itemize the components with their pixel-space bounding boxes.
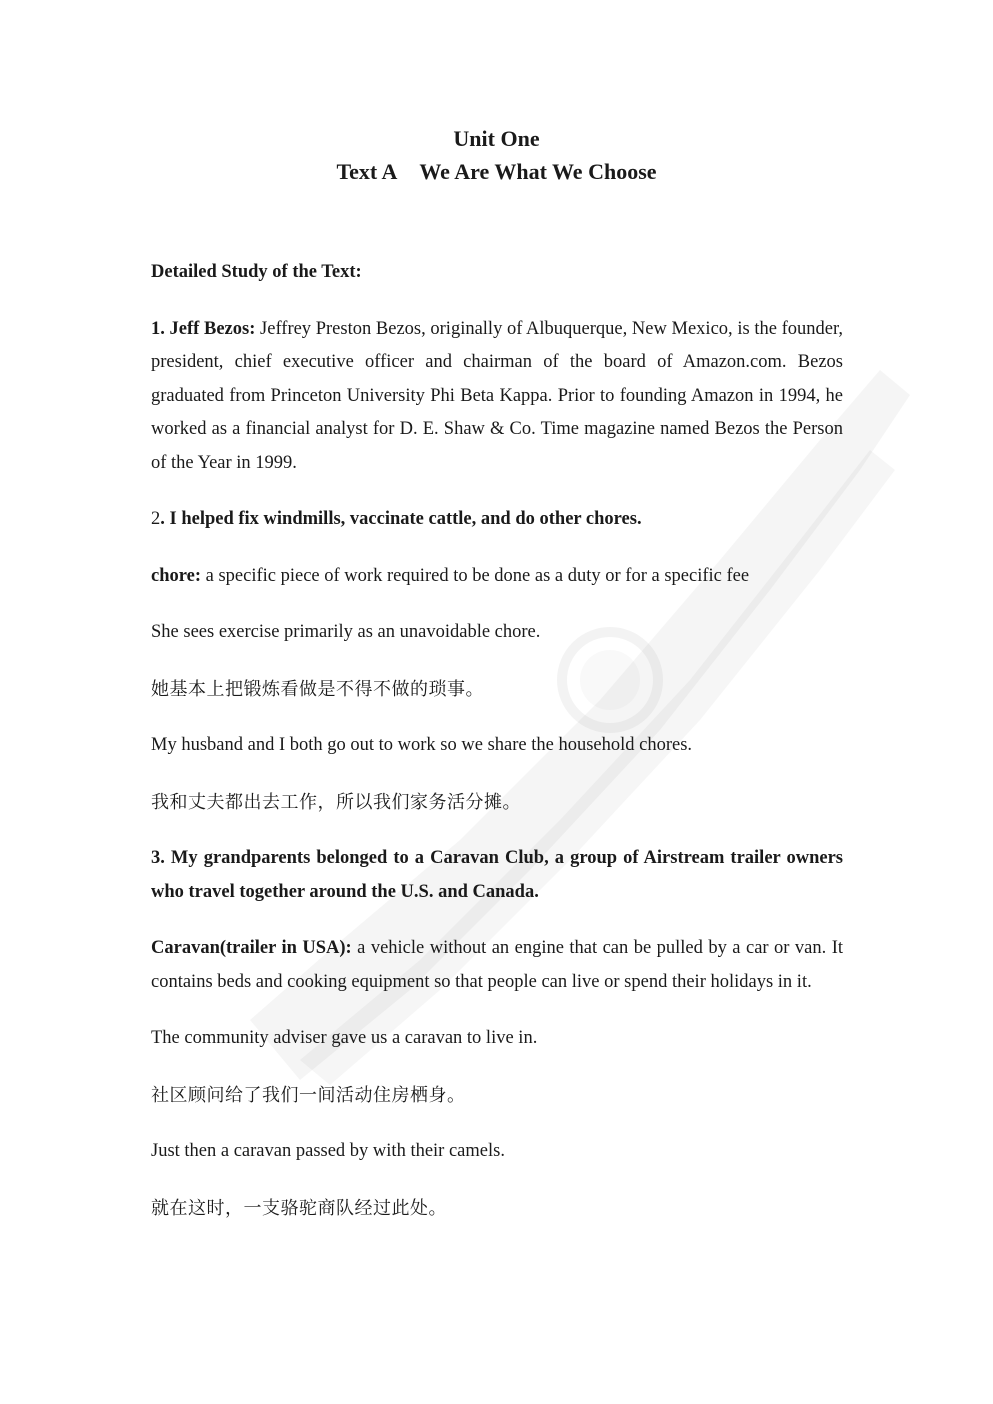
note-2-example-1-en: She sees exercise primarily as an unavoidable chore.	[151, 622, 541, 642]
note-2-example-2-en: My husband and I both go out to work so we share the household chores.	[151, 735, 693, 755]
note-1-term: 1. Jeff Bezos:	[151, 318, 256, 339]
text-label: Text A	[336, 159, 398, 184]
note-1	[151, 313, 843, 481]
note-2-text: . I helped fix windmills, vaccinate cattle, and do other chores.	[160, 509, 642, 529]
text-title: We Are What We Choose	[419, 159, 657, 184]
section-heading: Detailed Study of the Text:	[151, 262, 362, 282]
note-3-sentence: 3. My grandparents belonged to a Caravan Club, a group of Airstream trailer owners who travel together around the U.S. and Canada.	[151, 848, 843, 902]
note-3-definition	[151, 932, 843, 999]
note-2-example-2-zh: 我和丈夫都出去工作，所以我们家务活分摊。	[151, 791, 521, 813]
title-block	[0, 122, 993, 188]
unit-title: Unit One	[453, 126, 540, 151]
text-title-line	[0, 155, 993, 188]
note-3-example-2-en: Just then a caravan passed by with their camels.	[151, 1141, 505, 1161]
note-3-example-1-zh: 社区顾问给了我们一间活动住房栖身。	[151, 1084, 466, 1106]
note-2-sentence	[151, 503, 843, 537]
note-1-body: Jeffrey Preston Bezos, originally of Albuquerque, New Mexico, is the founder, president, chief executive officer and chairman of the board of Amazon.com. Bezos graduated from Princeton University Phi Beta Kappa. Prior to founding Amazon in 1994, he worked as a financial analyst for D. E. Shaw & Co. Time magazine named Bezos the Person of the Year in 1999.	[151, 318, 844, 473]
note-3-example-1-en: The community adviser gave us a caravan to live in.	[151, 1028, 538, 1048]
note-2-example-1-zh: 她基本上把锻炼看做是不得不做的琐事。	[151, 678, 484, 700]
note-2-term: chore:	[151, 565, 201, 586]
note-2-number: 2	[151, 509, 161, 529]
note-2-definition-text: a specific piece of work required to be done as a duty or for a specific fee	[201, 565, 750, 586]
note-3-example-2-zh: 就在这时，一支骆驼商队经过此处。	[151, 1197, 447, 1219]
note-3-term: Caravan(trailer in USA):	[151, 938, 352, 958]
note-3-definition-text: a vehicle without an engine that can be pulled by a car or van. It contains beds and cooking equipment so that people can live or spend their holidays in it.	[151, 938, 843, 992]
content	[151, 256, 843, 1225]
note-2-definition	[151, 560, 843, 594]
